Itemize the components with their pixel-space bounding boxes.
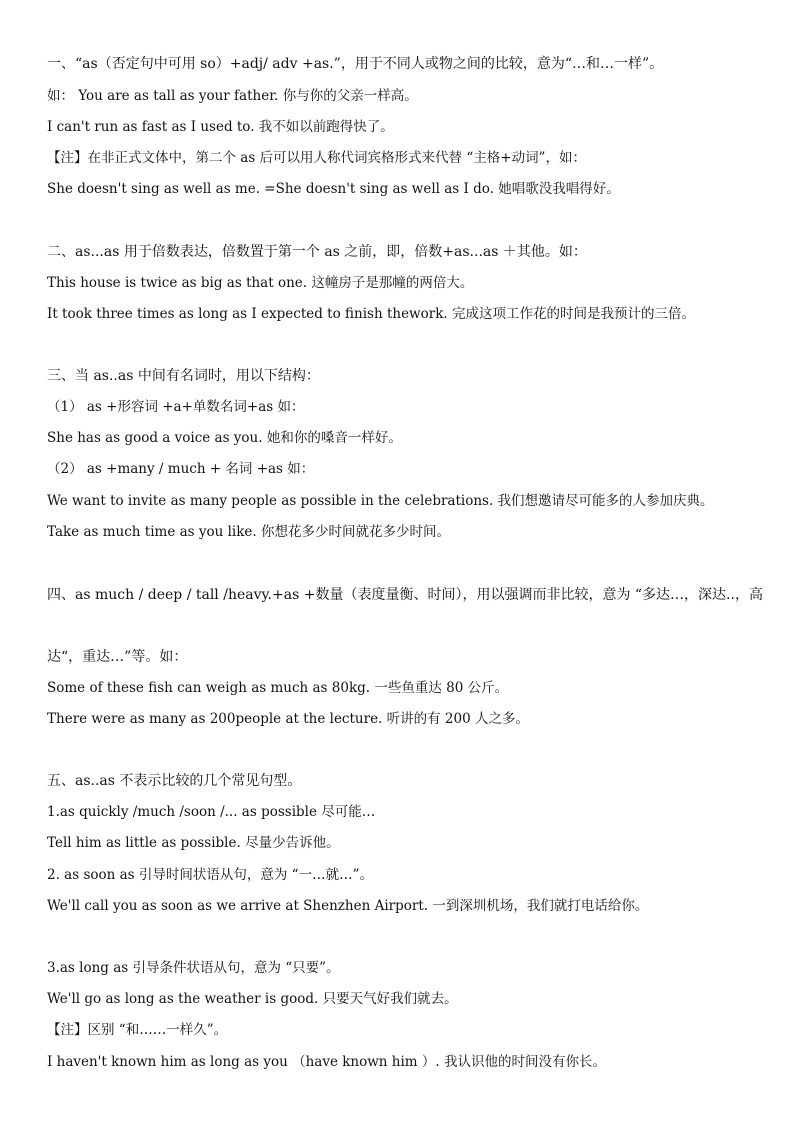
example-line: Take as much time as you like. 你想花多少时间就花多少时间。 bbox=[47, 524, 450, 540]
example-line: We'll go as long as the weather is good. 只要天气好我们就去。 bbox=[47, 991, 458, 1007]
section-5-heading: 五、as..as 不表示比较的几个常见句型。 bbox=[47, 773, 302, 789]
pattern-line: 2. as soon as 引导时间状语从句，意为 “一…就…”。 bbox=[47, 867, 373, 883]
example-line: I can't run as fast as I used to. 我不如以前跑得快了。 bbox=[47, 119, 394, 135]
example-line: She doesn't sing as well as me. =She doesn't sing as well as I do. 她唱歌没我唱得好。 bbox=[47, 181, 620, 197]
example-line: We want to invite as many people as possible in the celebrations. 我们想邀请尽可能多的人参加庆典。 bbox=[47, 493, 714, 509]
example-line: We'll call you as soon as we arrive at Shenzhen Airport. 一到深圳机场，我们就打电话给你。 bbox=[47, 898, 649, 914]
example-line: There were as many as 200people at the lecture. 听讲的有 200 人之多。 bbox=[47, 711, 529, 727]
example-line: It took three times as long as I expected to finish thework. 完成这项工作花的时间是我预计的三倍。 bbox=[47, 306, 695, 322]
section-2-heading: 二、as...as 用于倍数表达，倍数置于第一个 as 之前，即，倍数+as...as ＋其他。如： bbox=[47, 244, 587, 260]
example-line: I haven't known him as long as you （have known him ）. 我认识他的时间没有你长。 bbox=[47, 1054, 606, 1070]
structure-line: （1） as +形容词 +a+单数名词+as 如： bbox=[47, 399, 305, 415]
example-line: She has as good a voice as you. 她和你的嗓音一样好。 bbox=[47, 430, 402, 446]
section-1-heading: 一、“as（否定句中可用 so）+adj/ adv +as.”，用于不同人或物之间的比较，意为“…和…一样”。 bbox=[47, 56, 664, 72]
section-4-heading-cont: 达“，重达…”等。如： bbox=[47, 649, 188, 665]
pattern-line: 3.as long as 引导条件状语从句，意为 “只要”。 bbox=[47, 960, 340, 976]
note-line: 【注】区别 “和……一样久”。 bbox=[47, 1022, 228, 1038]
structure-line: （2） as +many / much + 名词 +as 如： bbox=[47, 461, 315, 477]
section-3-heading: 三、当 as..as 中间有名词时，用以下结构： bbox=[47, 368, 320, 384]
example-line: This house is twice as big as that one. 这幢房子是那幢的两倍大。 bbox=[47, 275, 474, 291]
example-line: 如： You are as tall as your father. 你与你的父亲一样高。 bbox=[47, 88, 418, 104]
pattern-line: 1.as quickly /much /soon /... as possible 尽可能… bbox=[47, 804, 376, 820]
example-line: Tell him as little as possible. 尽量少告诉他。 bbox=[47, 835, 340, 851]
section-4-heading: 四、as much / deep / tall /heavy.+as +数量（表度量衡、时间），用以强调而非比较，意为 “多达…，深达..，高 bbox=[47, 587, 763, 603]
note-line: 【注】在非正式文体中，第二个 as 后可以用人称代词宾格形式来代替 “主格+动词”，如： bbox=[47, 150, 586, 166]
example-line: Some of these fish can weigh as much as 80kg. 一些鱼重达 80 公斤。 bbox=[47, 680, 509, 696]
